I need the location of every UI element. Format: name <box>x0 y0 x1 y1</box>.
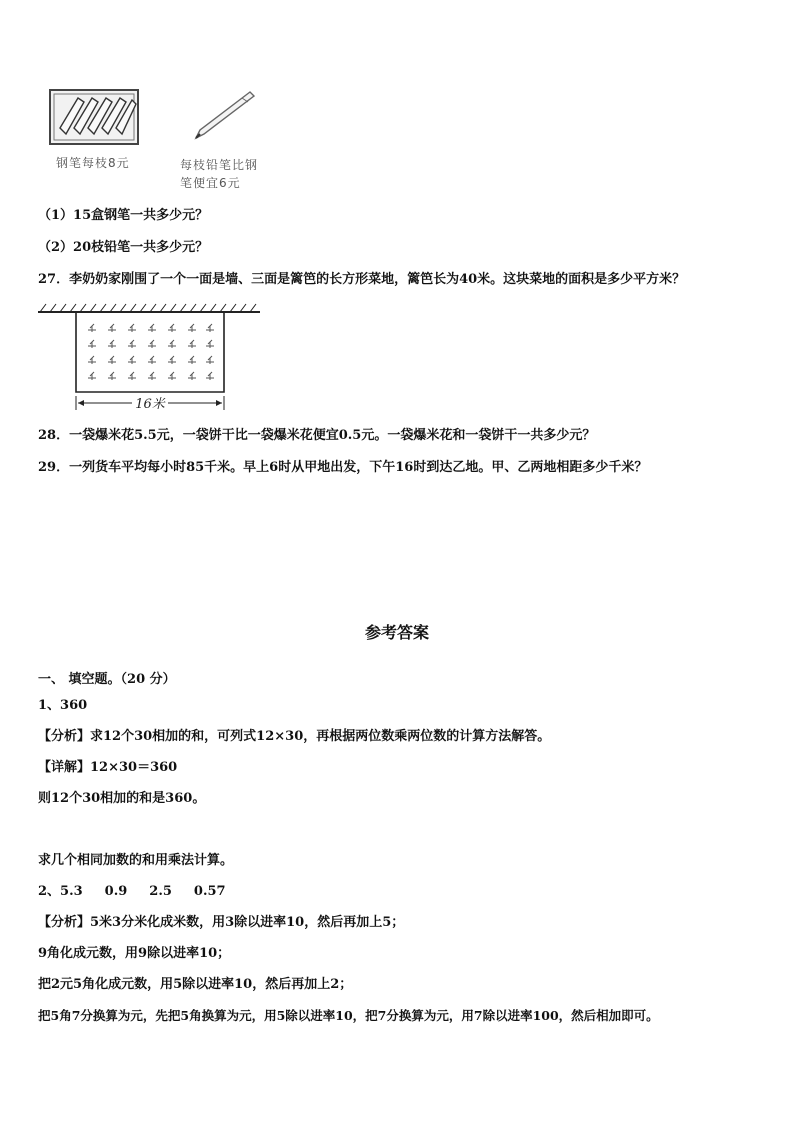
garden-figure <box>38 298 262 414</box>
a2-value: 0.57 <box>193 884 226 899</box>
a1-analysis: 【分析】求12个30相加的和，可列式12×30，再根据两位数乘两位数的计算方法解答。 <box>38 729 551 744</box>
section1-heading: 一、 填空题。（20 分） <box>38 672 176 687</box>
pen-box-figure <box>48 88 142 148</box>
pen-caption: 钢笔每枝8元 <box>56 156 130 170</box>
q27-text: 27．李奶奶家刚围了一个一面是墙、三面是篱笆的长方形菜地，篱笆长为40米。这块菜地的面积是多少平方米？ <box>38 272 686 287</box>
a2-analysis-1: 【分析】5米3分米化成米数，用3除以进率10，然后再加上5； <box>38 915 405 930</box>
q28-text: 28．一袋爆米花5.5元，一袋饼干比一袋爆米花便宜0.5元。一袋爆米花和一袋饼干一共多少元？ <box>38 428 596 443</box>
pencil-figure <box>190 86 260 142</box>
garden-length-label: 16米 <box>135 397 165 412</box>
a1-conclusion: 则12个30相加的和是360。 <box>38 791 206 806</box>
a2-value: 5.3 <box>60 884 83 899</box>
pencil-caption-line2: 笔便宜6元 <box>180 176 241 190</box>
a2-value: 2.5 <box>149 884 172 899</box>
a1-answer: 1、360 <box>38 698 88 713</box>
a2-analysis-4: 把5角7分换算为元，先把5角换算为元，用5除以进率10，把7分换算为元，用7除以进率100，然后相加即可。 <box>38 1008 659 1023</box>
a2-answer <box>38 884 226 900</box>
pencil-caption-line1: 每枝铅笔比钢 <box>180 158 259 172</box>
a2-analysis-2: 9角化成元数，用9除以进率10； <box>38 946 231 961</box>
q29-text: 29．一列货车平均每小时85千米。早上6时从甲地出发，下午16时到达乙地。甲、乙两地相距多少千米？ <box>38 460 648 475</box>
pencil-caption <box>180 156 258 192</box>
a1-detail: 【详解】12×30＝360 <box>38 760 178 775</box>
a2-label: 2、 <box>38 884 61 899</box>
a2-analysis-3: 把2元5角化成元数，用5除以进率10，然后再加上2； <box>38 977 353 992</box>
a2-value: 0.9 <box>104 884 128 899</box>
q26-sub2: （2）20枝铅笔一共多少元？ <box>38 240 209 255</box>
answer-key-title: 参考答案 <box>364 623 429 642</box>
q26-sub1: （1）15盒钢笔一共多少元？ <box>38 208 209 223</box>
a1-note: 求几个相同加数的和用乘法计算。 <box>38 853 234 868</box>
